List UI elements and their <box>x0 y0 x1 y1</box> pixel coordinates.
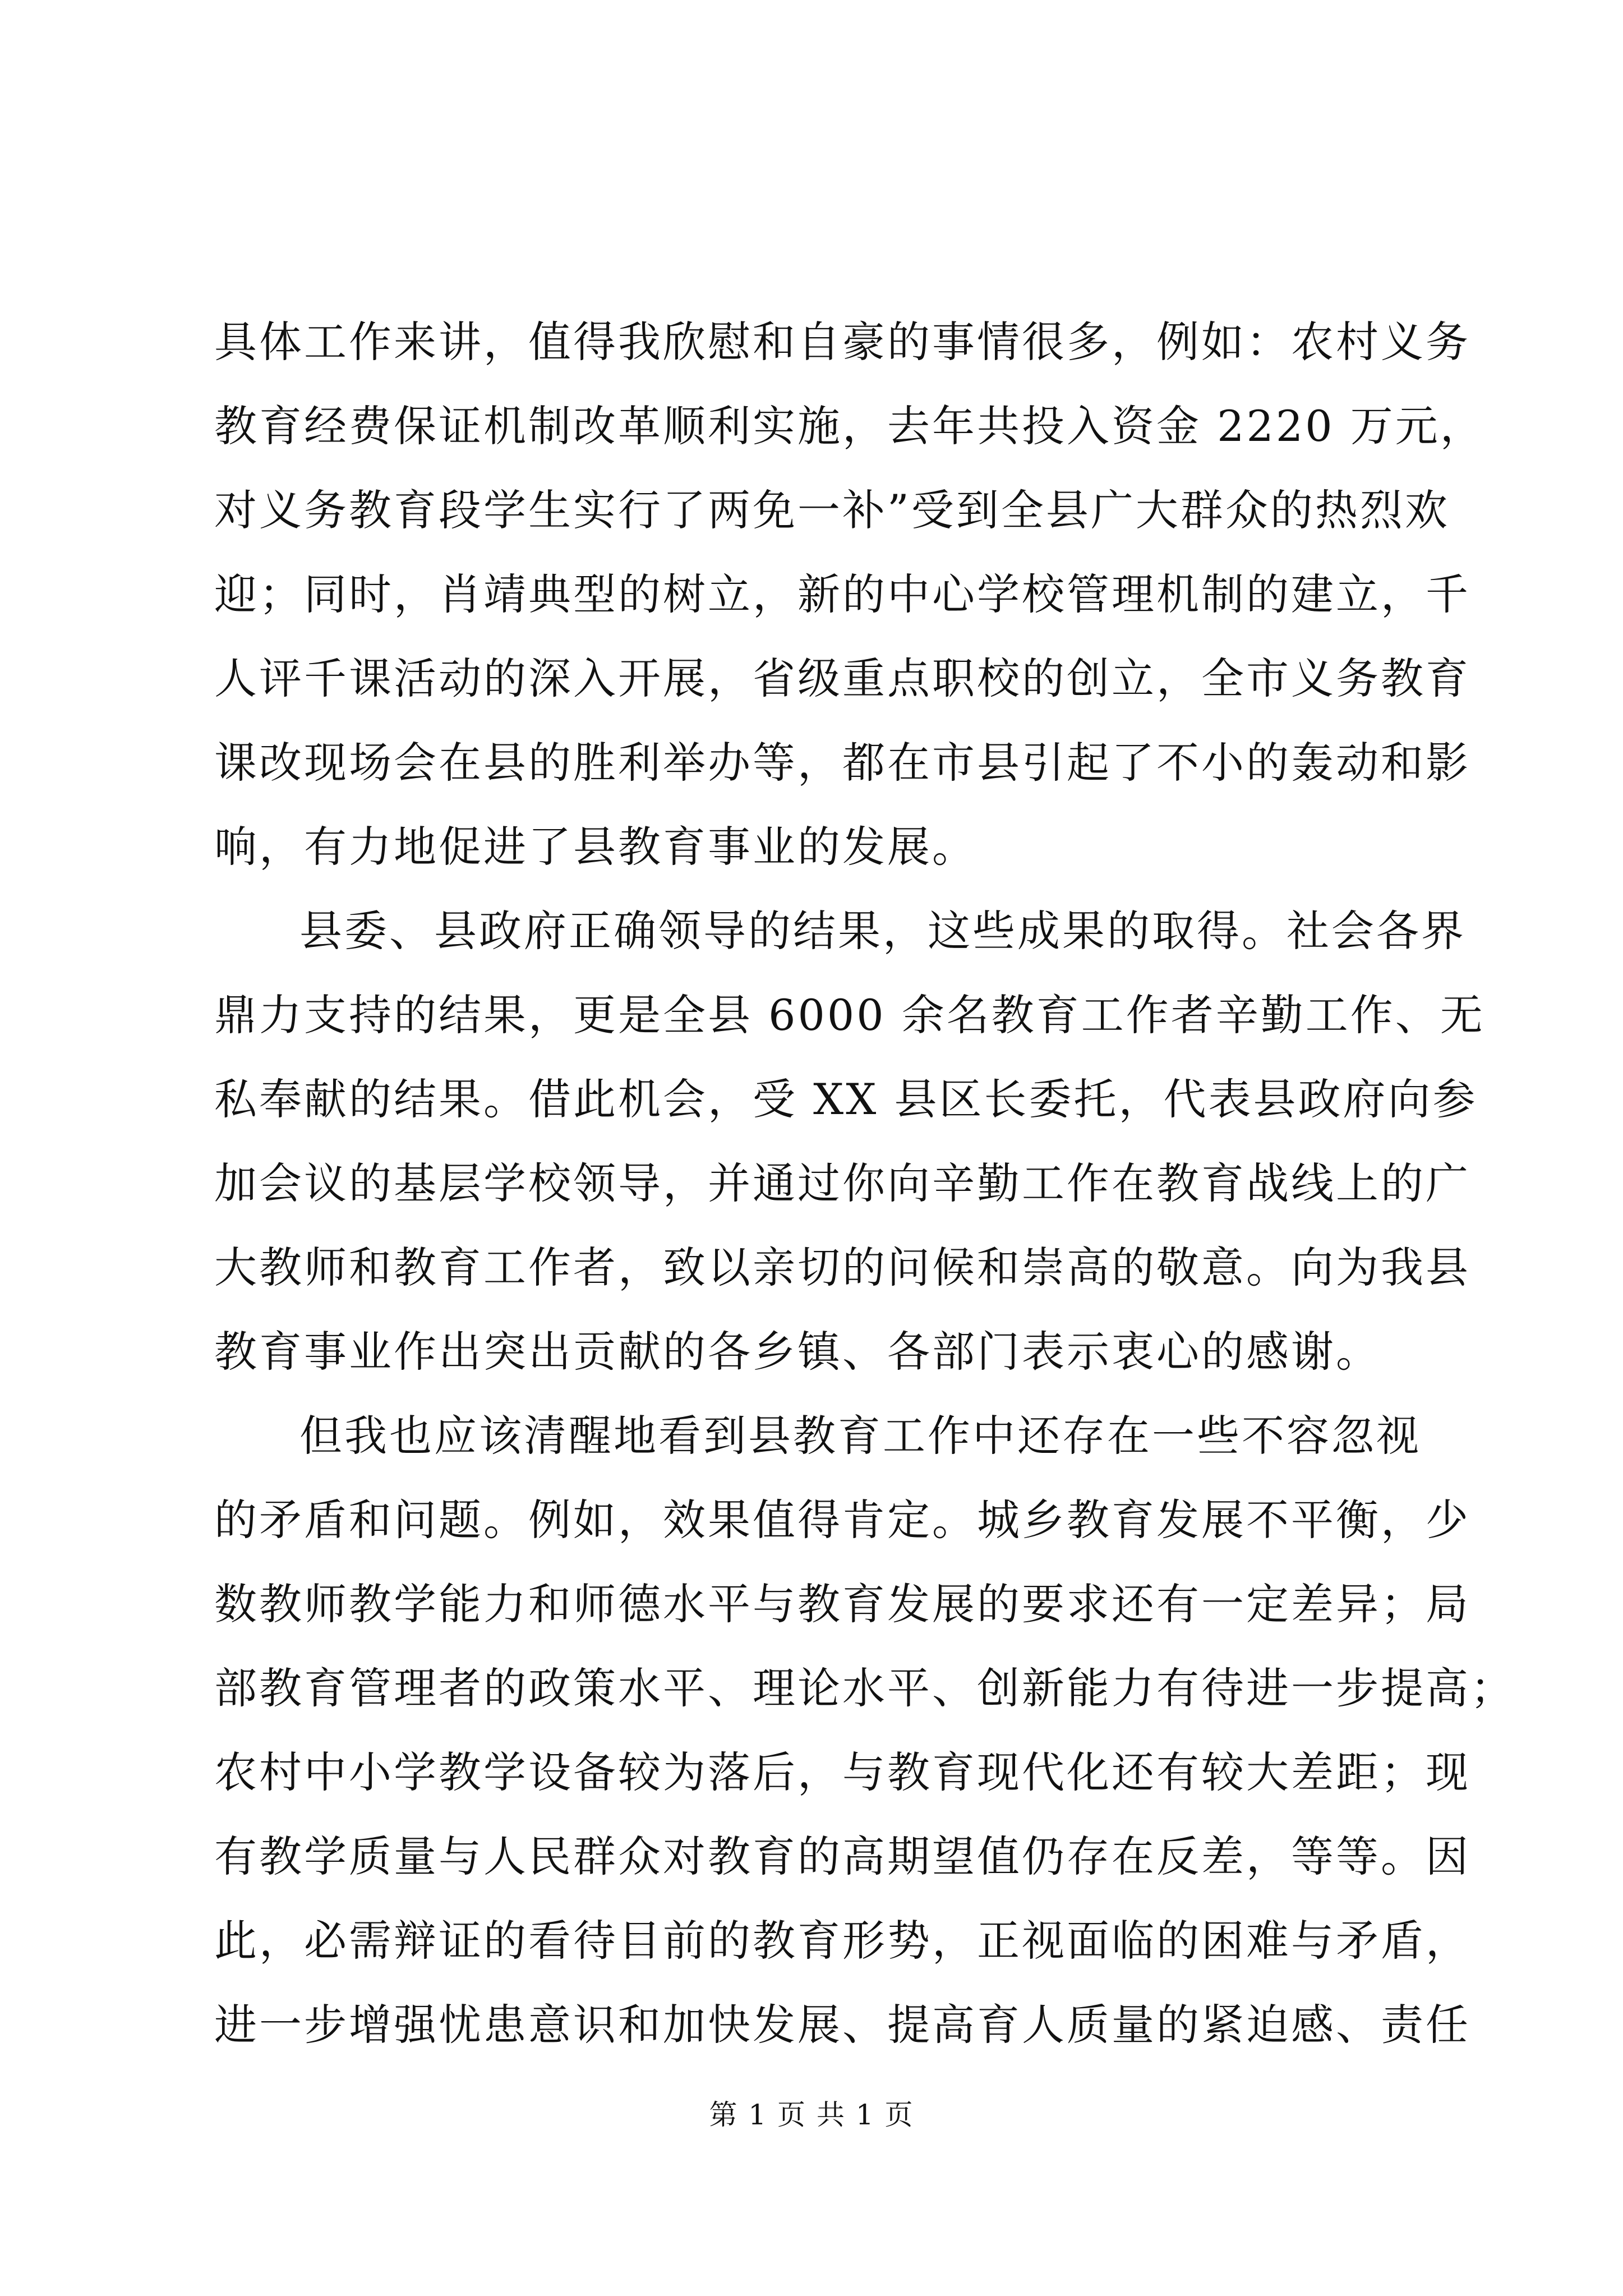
text-line: 教育事业作出突出贡献的各乡镇、各部门表示衷心的感谢。 <box>214 1327 1381 1377</box>
text-line: 进一步增强忧患意识和加快发展、提高育人质量的紧迫感、责任 <box>214 2000 1470 2050</box>
text-line: 大教师和教育工作者，致以亲切的问候和崇高的敬意。向为我县 <box>214 1243 1470 1292</box>
text-line: 鼎力支持的结果，更是全县 6000 余名教育工作者辛勤工作、无 <box>214 990 1485 1040</box>
text-line: 人评千课活动的深入开展，省级重点职校的创立，全市义务教育 <box>214 654 1470 703</box>
text-line: 部教育管理者的政策水平、理论水平、创新能力有待进一步提高； <box>214 1663 1515 1713</box>
page-number-footer: 第 1 页 共 1 页 <box>709 2099 914 2131</box>
text-line: 迎；同时，肖靖典型的树立，新的中心学校管理机制的建立，千 <box>214 569 1470 619</box>
text-line: 具体工作来讲，值得我欣慰和自豪的事情很多，例如：农村义务 <box>214 317 1470 367</box>
text-line: 私奉献的结果。借此机会，受 XX 县区长委托，代表县政府向参 <box>214 1074 1478 1124</box>
text-line: 此，必需辩证的看待目前的教育形势，正视面临的困难与矛盾， <box>214 1916 1470 1966</box>
text-line: 数教师教学能力和师德水平与教育发展的要求还有一定差异；局 <box>214 1579 1470 1629</box>
text-line: 有教学质量与人民群众对教育的高期望值仍存在反差，等等。因 <box>214 1832 1470 1881</box>
text-line: 教育经费保证机制改革顺利实施，去年共投入资金 2220 万元， <box>214 401 1485 451</box>
text-line: 的矛盾和问题。例如，效果值得肯定。城乡教育发展不平衡，少 <box>214 1495 1470 1545</box>
text-line: 加会议的基层学校领导，并通过你向辛勤工作在教育战线上的广 <box>214 1158 1470 1208</box>
text-line: 农村中小学教学设备较为落后，与教育现代化还有较大差距；现 <box>214 1747 1470 1797</box>
paragraph-first-line: 但我也应该清醒地看到县教育工作中还存在一些不容忽视 <box>299 1411 1421 1461</box>
paragraph-first-line: 县委、县政府正确领导的结果，这些成果的取得。社会各界 <box>299 906 1466 956</box>
text-line: 响，有力地促进了县教育事业的发展。 <box>214 822 977 872</box>
text-line: 对义务教育段学生实行了两免一补”受到全县广大群众的热烈欢 <box>214 485 1450 535</box>
text-line: 课改现场会在县的胜利举办等，都在市县引起了不小的轰动和影 <box>214 738 1470 788</box>
